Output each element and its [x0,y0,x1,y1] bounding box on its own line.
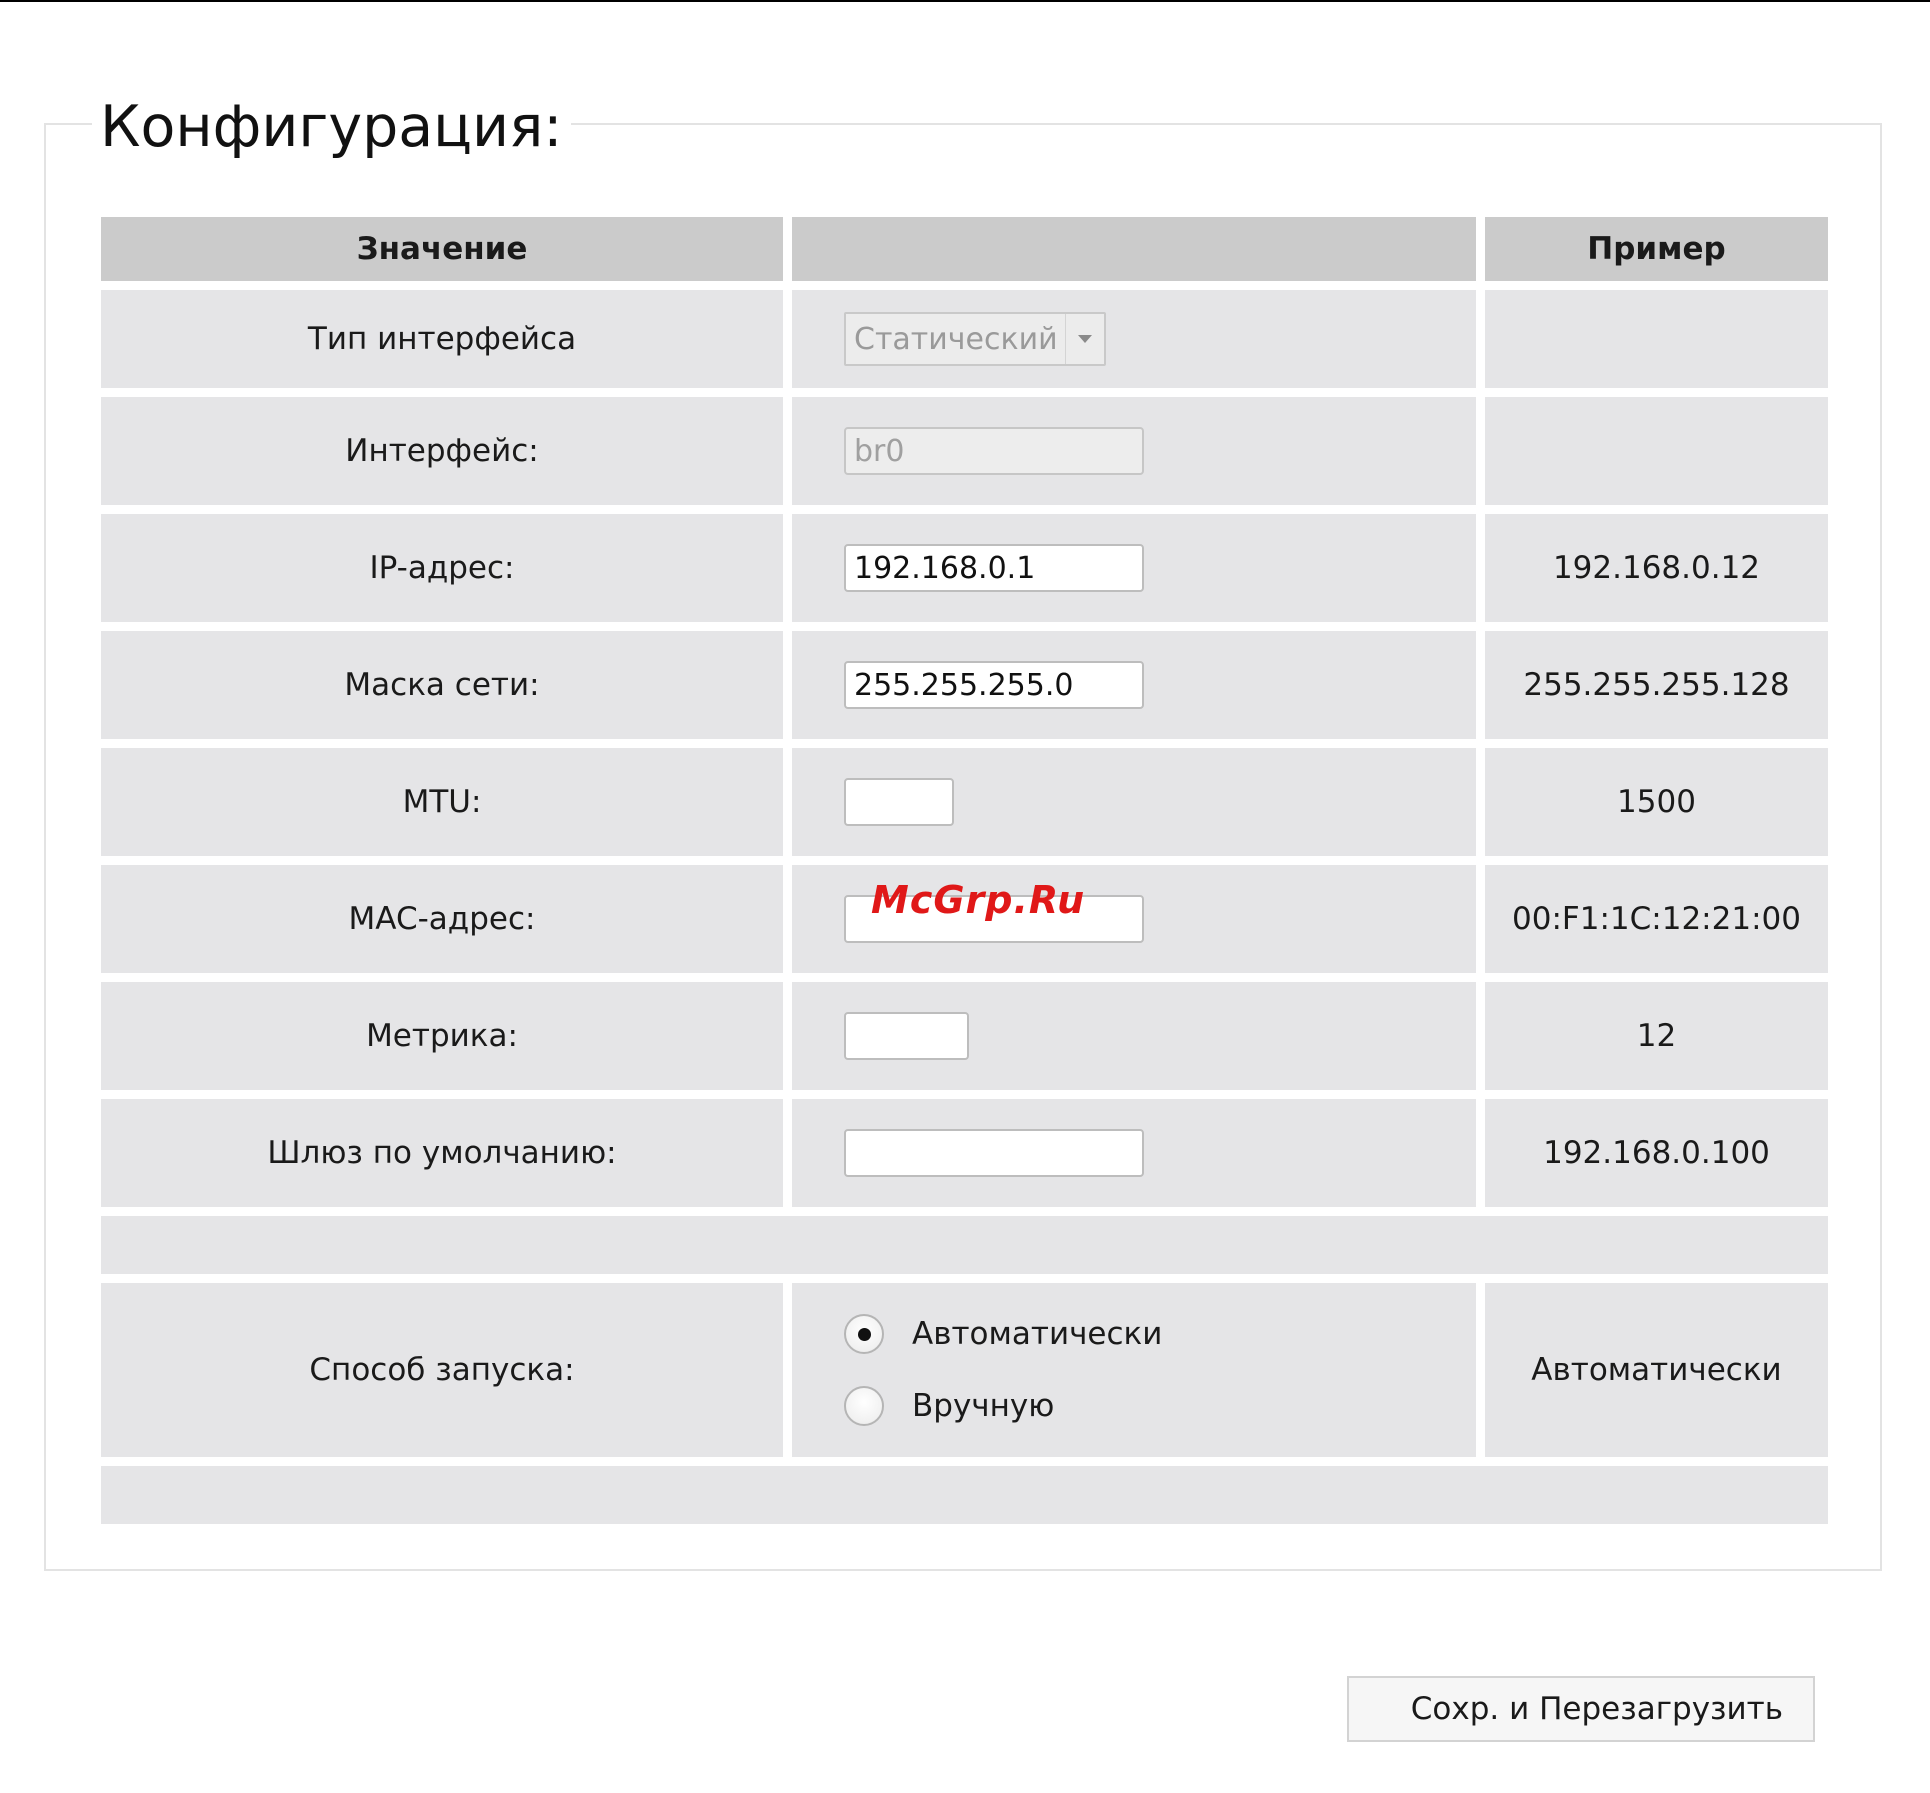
example-interface [1485,397,1828,505]
launch-mode-manual-radio[interactable] [844,1386,884,1426]
label-mask: Маска сети: [101,631,783,739]
label-metric: Метрика: [101,982,783,1090]
launch-mode-radio-group [844,1314,1162,1426]
cell-launch-mode [792,1283,1476,1457]
example-interface-type [1485,290,1828,388]
label-gateway: Шлюз по умолчанию: [101,1099,783,1207]
cell-interface [792,397,1476,505]
example-gateway: 192.168.0.100 [1485,1099,1828,1207]
interface-type-select[interactable] [844,312,1106,366]
cell-gateway [792,1099,1476,1207]
header-value: Значение [101,217,783,281]
launch-mode-auto-radio[interactable] [844,1314,884,1354]
label-interface-type: Тип интерфейса [101,290,783,388]
cell-metric [792,982,1476,1090]
cell-ip [792,514,1476,622]
table-spacer [101,1216,1828,1274]
config-title: Конфигурация: [92,92,571,162]
example-launch-mode: Автоматически [1485,1283,1828,1457]
example-mac: 00:F1:1C:12:21:00 [1485,865,1828,973]
chevron-down-icon[interactable] [1065,314,1104,364]
cell-mask [792,631,1476,739]
example-mask: 255.255.255.128 [1485,631,1828,739]
label-launch-mode: Способ запуска: [101,1283,783,1457]
interface-field [844,427,1144,475]
header-example: Пример [1485,217,1828,281]
watermark: McGrp.Ru [871,878,1086,922]
cell-mtu [792,748,1476,856]
cell-interface-type [792,290,1476,388]
save-and-reboot-button[interactable]: Сохр. и Перезагрузить [1347,1676,1815,1742]
launch-mode-manual-label: Вручную [912,1388,1055,1424]
header-input [792,217,1476,281]
label-interface: Интерфейс: [101,397,783,505]
label-ip: IP-адрес: [101,514,783,622]
ip-address-field[interactable] [844,544,1144,592]
launch-mode-manual-option[interactable] [844,1386,1162,1426]
mtu-field[interactable] [844,778,954,826]
example-metric: 12 [1485,982,1828,1090]
interface-type-value: Статический [854,321,1058,357]
config-table [101,217,1828,1524]
metric-field[interactable] [844,1012,969,1060]
launch-mode-auto-option[interactable] [844,1314,1162,1354]
table-footer-spacer [101,1466,1828,1524]
top-rule [0,0,1930,2]
example-mtu: 1500 [1485,748,1828,856]
example-ip: 192.168.0.12 [1485,514,1828,622]
netmask-field[interactable] [844,661,1144,709]
label-mac: MAC-адрес: [101,865,783,973]
launch-mode-auto-label: Автоматически [912,1316,1163,1352]
label-mtu: MTU: [101,748,783,856]
gateway-field[interactable] [844,1129,1144,1177]
